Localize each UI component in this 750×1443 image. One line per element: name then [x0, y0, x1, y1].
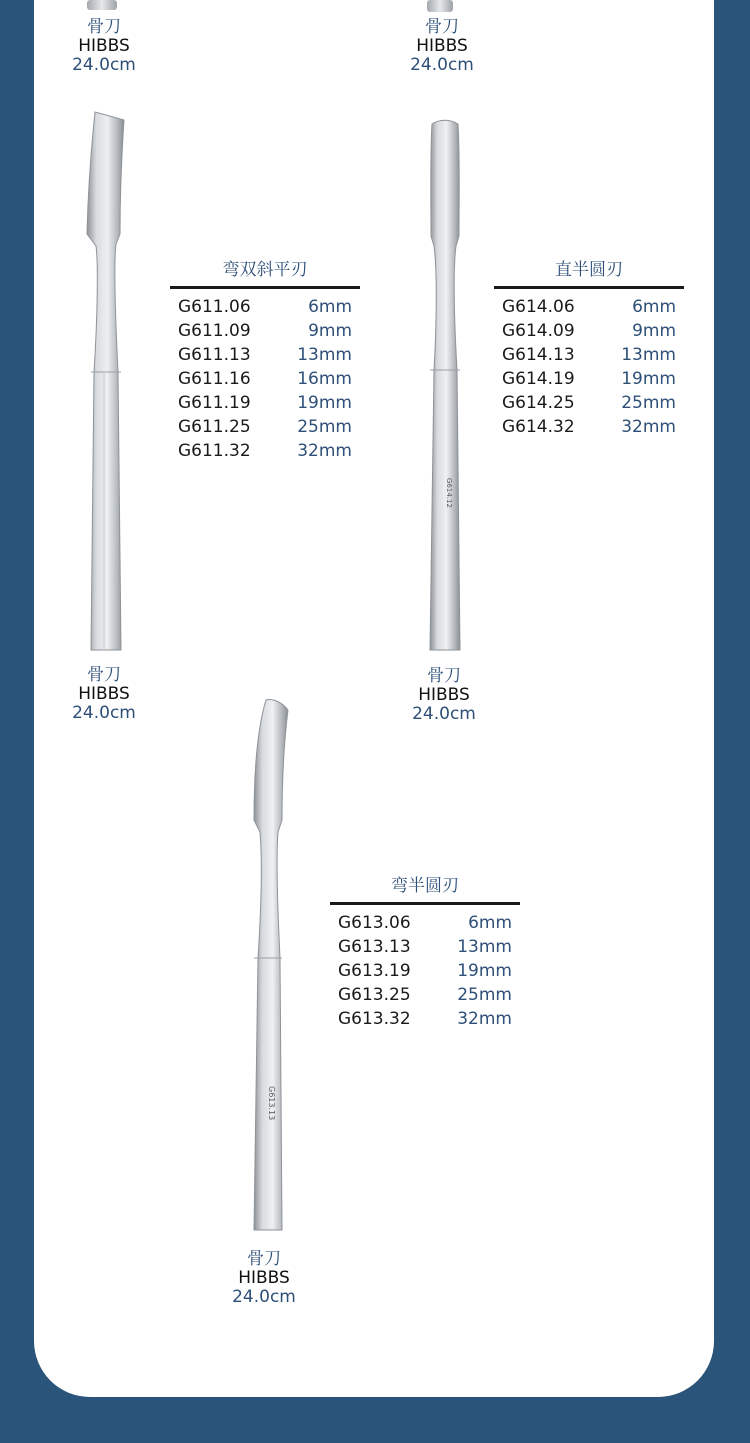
blade-width: 32mm	[457, 1009, 512, 1029]
product-length: 24.0cm	[232, 1287, 296, 1307]
product-length: 24.0cm	[412, 704, 476, 724]
product-code: G611.09	[178, 321, 251, 341]
spec-title: 直半圆刃	[494, 258, 684, 289]
spec-row	[494, 343, 684, 367]
spec-table-curved-halfround	[330, 874, 520, 1031]
engraving-text: G614.12	[445, 478, 453, 508]
blade-width: 13mm	[621, 345, 676, 365]
product-code: G611.13	[178, 345, 251, 365]
product-code: G614.09	[502, 321, 575, 341]
product-code: G613.06	[338, 913, 411, 933]
spec-row	[494, 391, 684, 415]
blade-width: 16mm	[297, 369, 352, 389]
spec-row	[494, 367, 684, 391]
spec-title: 弯半圆刃	[330, 874, 520, 905]
spec-row	[170, 415, 360, 439]
spec-row	[330, 1007, 520, 1031]
spec-row	[170, 367, 360, 391]
blade-width: 6mm	[468, 913, 512, 933]
product-code: G614.25	[502, 393, 575, 413]
product-model: HIBBS	[78, 684, 130, 704]
product-length: 24.0cm	[72, 703, 136, 723]
blade-width: 32mm	[621, 417, 676, 437]
top-caption-left	[34, 18, 174, 75]
product-name: 骨刀	[425, 17, 459, 37]
top-caption-right	[372, 18, 512, 75]
engraving-text: G613.13	[267, 1086, 276, 1121]
spec-title: 弯双斜平刃	[170, 258, 360, 289]
osteotome-partial-right-image	[425, 0, 455, 14]
blade-width: 6mm	[632, 297, 676, 317]
spec-table-curved-flat	[170, 258, 360, 463]
product-name: 骨刀	[427, 666, 461, 686]
product-code: G613.19	[338, 961, 411, 981]
product-code: G613.25	[338, 985, 411, 1005]
blade-width: 6mm	[308, 297, 352, 317]
spec-row	[170, 319, 360, 343]
osteotome-straight-halfround-image	[422, 118, 468, 656]
product-code: G611.19	[178, 393, 251, 413]
blade-width: 19mm	[297, 393, 352, 413]
product-length: 24.0cm	[410, 55, 474, 75]
product-code: G614.19	[502, 369, 575, 389]
blade-width: 25mm	[297, 417, 352, 437]
product-name: 骨刀	[247, 1249, 281, 1269]
blade-width: 19mm	[457, 961, 512, 981]
product-code: G611.06	[178, 297, 251, 317]
blade-width: 9mm	[308, 321, 352, 341]
spec-row	[330, 935, 520, 959]
spec-row	[494, 295, 684, 319]
spec-row	[494, 415, 684, 439]
product-code: G611.25	[178, 417, 251, 437]
product-code: G613.32	[338, 1009, 411, 1029]
product-3-caption	[194, 1250, 334, 1307]
product-1-caption	[34, 666, 174, 723]
blade-width: 9mm	[632, 321, 676, 341]
blade-width: 13mm	[457, 937, 512, 957]
spec-row	[330, 959, 520, 983]
spec-row	[170, 439, 360, 463]
product-model: HIBBS	[78, 36, 130, 56]
catalog-card	[34, 0, 714, 1397]
product-code: G611.32	[178, 441, 251, 461]
blade-width: 25mm	[457, 985, 512, 1005]
blade-width: 19mm	[621, 369, 676, 389]
spec-table-straight-halfround	[494, 258, 684, 439]
blade-width: 25mm	[621, 393, 676, 413]
product-2-caption	[374, 667, 514, 724]
product-model: HIBBS	[238, 1268, 290, 1288]
product-code: G611.16	[178, 369, 251, 389]
osteotome-curved-halfround-image	[242, 696, 292, 1236]
spec-row	[494, 319, 684, 343]
product-code: G614.32	[502, 417, 575, 437]
product-code: G613.13	[338, 937, 411, 957]
spec-row	[330, 911, 520, 935]
spec-row	[330, 983, 520, 1007]
product-code: G614.06	[502, 297, 575, 317]
product-name: 骨刀	[87, 665, 121, 685]
spec-row	[170, 391, 360, 415]
blade-width: 13mm	[297, 345, 352, 365]
product-name: 骨刀	[87, 17, 121, 37]
osteotome-partial-left-image	[85, 0, 119, 14]
product-model: HIBBS	[418, 685, 470, 705]
osteotome-curved-flat-image	[82, 110, 130, 656]
blade-width: 32mm	[297, 441, 352, 461]
spec-row	[170, 295, 360, 319]
product-model: HIBBS	[416, 36, 468, 56]
product-code: G614.13	[502, 345, 575, 365]
spec-row	[170, 343, 360, 367]
product-length: 24.0cm	[72, 55, 136, 75]
